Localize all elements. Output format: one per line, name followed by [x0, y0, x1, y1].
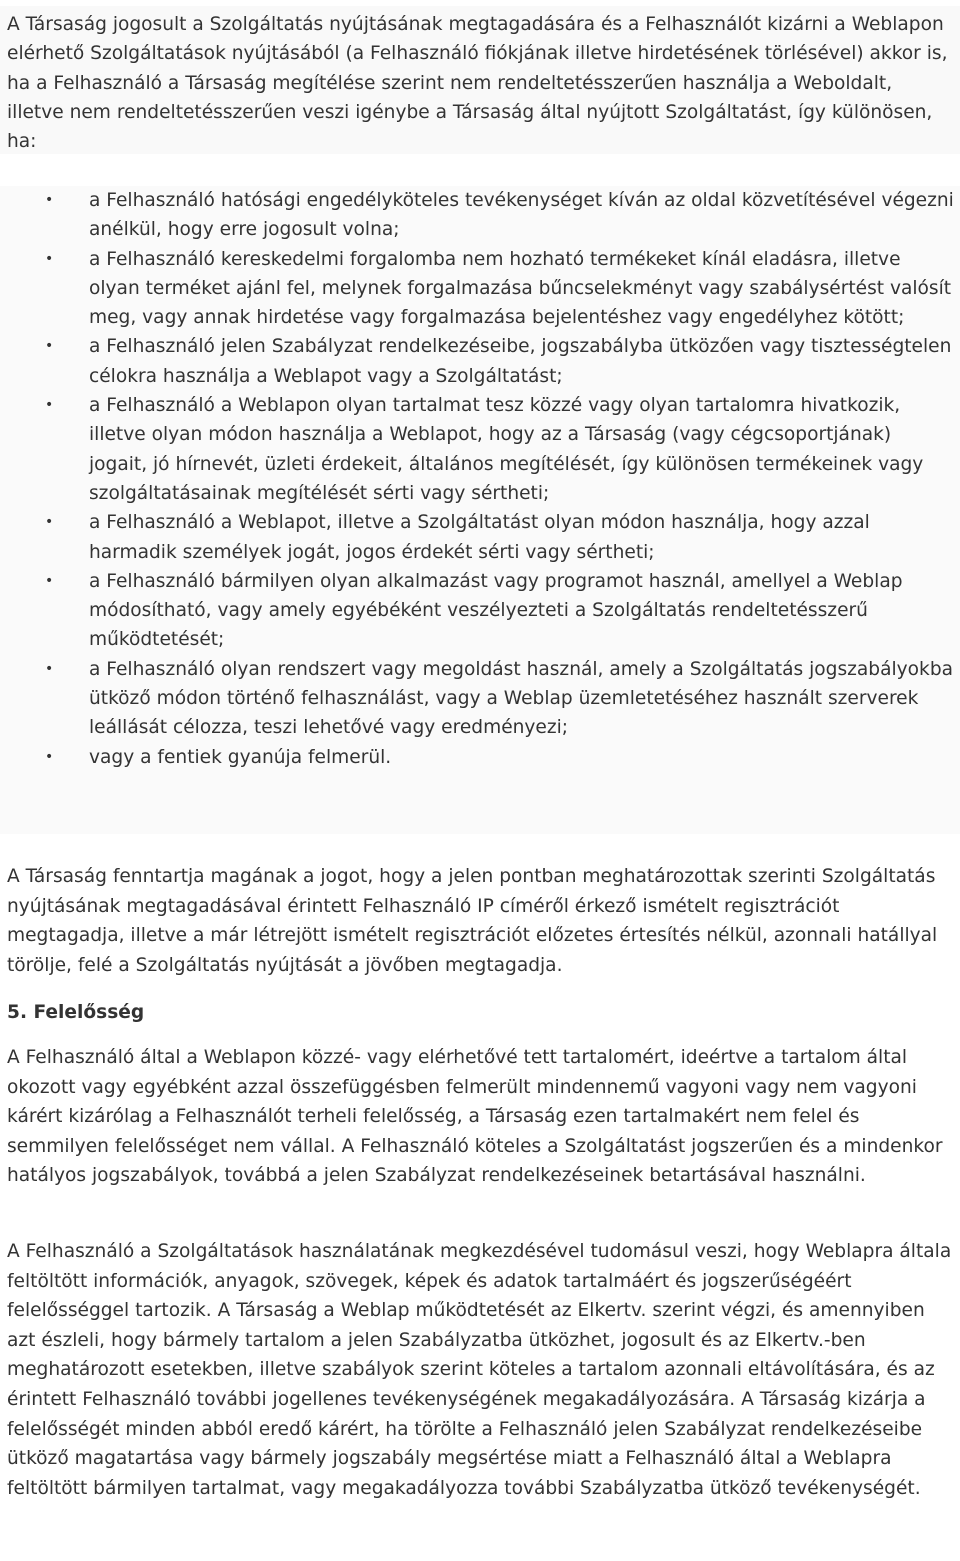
paragraph-text: A Felhasználó által a Weblapon közzé- vagy elérhetővé tett tartalomért, ideértve a tartalom által okozott vagy egyébként azzal összefüggésben felmerült mindennemű vagyoni vagy nem vagyoni kárért kizárólag a Felhasználót terheli felelősség, a Társaság ezen tartalmakért nem felel és semmilyen felelősséget nem vállal. A Felhasználó köteles a Szolgáltatást jogszerűen és a mindenkor hatályos jogszabályok, továbbá a jelen Szabályzat rendelkezéseinek betartásával használni.	[7, 1047, 943, 1187]
section-heading: 5. Felelősség	[7, 1002, 145, 1023]
paragraph-text: A Felhasználó a Szolgáltatások használatának megkezdésével tudomásul veszi, hogy Weblapra általa feltöltött információk, anyagok, szövegek, képek és adatok tartalmáért és jogszerűségéért felelősséggel tartozik. A Társaság a Weblap működtetését az Elkertv. szerint végzi, és amennyiben azt észleli, hogy bármely tartalom a jelen Szabályzatba ütközhet, jogosult és az Elkertv.-ben meghatározott esetekben, illetve szabályok szerint köteles a tartalom azonnali eltávolítására, és az érintett Felhasználó további jogellenes tevékenységének megakadályozására. A Társaság kizárja a felelősségét minden abból eredő kárért, ha törölte a Felhasználó jelen Szabályzat rendelkezéseibe ütköző magatartása vagy bármely jogszabály megsértése miatt a Felhasználó által a Weblapra feltöltött bármilyen tartalmat, vagy megakadályozza további Szabályzatba ütköző tevékenységét.	[7, 1241, 952, 1499]
list-item-text: a Felhasználó bármilyen olyan alkalmazást vagy programot használ, amellyel a Weblap módosítható, vagy amely egyébéként veszélyezteti a Szolgáltatás rendeltetésszerű működtetését;	[89, 570, 903, 651]
bullet-icon: •	[45, 397, 54, 414]
list-item	[0, 245, 960, 333]
paragraph-content-responsibility	[0, 1237, 960, 1503]
list-item	[0, 332, 960, 391]
bullet-icon: •	[45, 250, 54, 267]
list-item-text: a Felhasználó hatósági engedélyköteles tevékenységet kíván az oldal közvetítésével végezni anélkül, hogy erre jogosult volna;	[89, 190, 954, 241]
list-item	[0, 391, 960, 508]
list-item-text: a Felhasználó a Weblapon olyan tartalmat tesz közzé vagy olyan tartalomra hivatkozik, illetve olyan módon használja a Weblapot, hogy az a Társaság (vagy cégcsoportjának) jogait, jó hírnevét, üzleti érdekeit, általános megítélését, így különösen termékeinek vagy szolgáltatásainak megítélését sérti vagy sértheti;	[89, 395, 924, 504]
intro-text: A Társaság jogosult a Szolgáltatás nyújtásának megtagadására és a Felhasználót kizárni a Weblapon elérhető Szolgáltatások nyújtásából (a Felhasználó fiókjának illetve hirdetésének törlésével) akkor is, ha a Felhasználó a Társaság megítélése szerint nem rendeltetésszerűen használja a Weboldalt, illetve nem rendeltetésszerűen veszi igénybe a Társaság által nyújtott Szolgáltatást, így különösen, ha:	[7, 14, 948, 153]
bullet-icon: •	[45, 660, 54, 677]
paragraph-liability	[0, 1043, 960, 1191]
bullet-icon: •	[45, 192, 54, 208]
list-item-text: vagy a fentiek gyanúja felmerül.	[89, 746, 392, 768]
bullet-icon: •	[45, 338, 54, 355]
list-item	[0, 186, 960, 245]
list-item-text: a Felhasználó olyan rendszert vagy megoldást használ, amely a Szolgáltatás jogszabályokba ütköző módon történő felhasználást, vagy a Weblap üzemletetéséhez használt szerverek leállását célozza, teszi lehetővé vagy eredményezi;	[89, 658, 954, 739]
intro-paragraph	[0, 6, 960, 154]
bullet-icon: •	[45, 572, 54, 589]
bullet-icon: •	[45, 748, 54, 765]
paragraph-ip-block	[0, 862, 960, 980]
list-item-text: a Felhasználó jelen Szabályzat rendelkezéseibe, jogszabályba ütközően vagy tisztességtelen célokra használja a Weblapot vagy a Szolgáltatást;	[89, 336, 952, 387]
list-item	[0, 743, 960, 772]
list-item	[0, 508, 960, 567]
violation-list	[0, 186, 960, 834]
paragraph-text: A Társaság fenntartja magának a jogot, hogy a jelen pontban meghatározottak szerinti Szolgáltatás nyújtásának megtagadásával érintett Felhasználó IP címéről érkező ismételt regisztrációt megtagadja, illetve a már létrejött ismételt regisztrációt előzetes értesítés nélkül, azonnali hatállyal törölje, felé a Szolgáltatás nyújtását a jövőben megtagadja.	[7, 866, 938, 976]
list-item-text: a Felhasználó kereskedelmi forgalomba nem hozható termékeket kínál eladásra, illetve olyan terméket ajánl fel, melynek forgalmazása bűncselekményt vagy szabálysértést valósít meg, vagy annak hirdetése vagy forgalmazása bejelentéshez vagy engedélyhez kötött;	[89, 248, 952, 329]
list-item	[0, 567, 960, 655]
list-item-text: a Felhasználó a Weblapot, illetve a Szolgáltatást olyan módon használja, hogy azzal harmadik személyek jogát, jogos érdekét sérti vagy sértheti;	[89, 512, 870, 563]
list-item	[0, 655, 960, 743]
bullet-icon: •	[45, 514, 54, 531]
